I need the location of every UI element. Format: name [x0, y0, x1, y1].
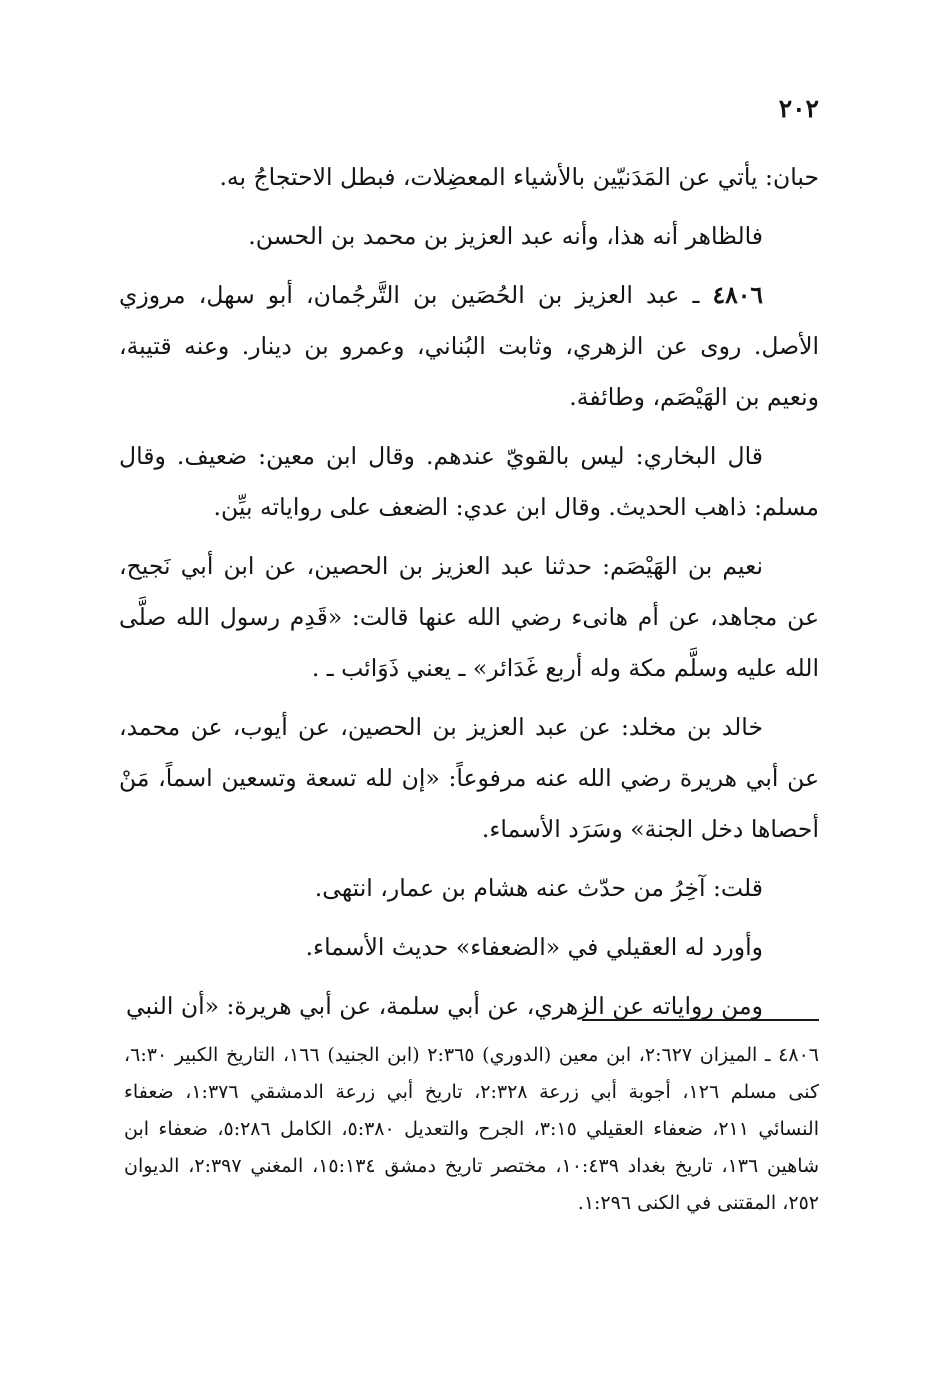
paragraph: نعيم بن الهَيْصَم: حدثنا عبد العزيز بن الحصين، عن ابن أبي نَجيح، عن مجاهد، عن أم هانىء رضي الله عنها قالت: «قَدِم رسول الله صلَّى الله عليه وسلَّم مكة وله أربع غَدَائر» ـ يعني ذَوَائب ـ . — [119, 552, 819, 682]
footnote-dash: ـ — [757, 1044, 779, 1066]
entry-text: روى عن الزهري، وثابت البُناني، وعمرو بن دينار. وعنه قتيبة، ونعيم بن الهَيْصَم، وطائفة. — [119, 332, 819, 411]
paragraph: حبان: يأتي عن المَدَنيّين بالأشياء المعضِلات، فبطل الاحتجاجُ به. — [219, 163, 819, 191]
paragraph: قال البخاري: ليس بالقويّ عندهم. وقال ابن معين: ضعيف. وقال مسلم: ذاهب الحديث. وقال ابن عدي: الضعف على رواياته بيِّن. — [119, 442, 819, 521]
footnote-number: ٤٨٠٦ — [778, 1044, 819, 1066]
paragraph: فالظاهر أنه هذا، وأنه عبد العزيز بن محمد بن الحسن. — [248, 222, 763, 250]
paragraph: قلت: آخِرُ من حدّث عنه هشام بن عمار، انتهى. — [314, 874, 763, 902]
footnote-text: الميزان ٢:٦٢٧، ابن معين (الدوري) ٢:٣٦٥ (ابن الجنيد) ١٦٦، التاريخ الكبير ٦:٣٠، كنى مسلم ١٢٦، أجوبة أبي زرعة ٢:٣٢٨، تاريخ أبي زرعة الدمشقي ١:٣٧٦، ضعفاء النسائي ٢١١، ضعفاء العقيلي ٣:١٥، الجرح والتعديل ٥:٣٨٠، الكامل ٥:٢٨٦، ضعفاء ابن شاهين ١٣٦، تاريخ بغداد ١٠:٤٣٩، مختصر تاريخ دمشق ١٥:١٣٤، المغني ٢:٣٩٧، الديوان ٢٥٢، المقتنى في الكنى ١:٢٩٦. — [124, 1044, 819, 1214]
main-text — [119, 152, 819, 1040]
entry-dash: ـ — [679, 281, 713, 309]
page-number: ٢٠٢ — [778, 94, 819, 123]
paragraph: خالد بن مخلد: عن عبد العزيز بن الحصين، عن أيوب، عن محمد، عن أبي هريرة رضي الله عنه مرفوعاً: «إن لله تسعة وتسعين اسماً، مَنْ أحصاها دخل الجنة» وسَرَد الأسماء. — [119, 713, 819, 843]
paragraph: ومن رواياته عن الزهري، عن أبي سلمة، عن أبي هريرة: «أن النبي — [125, 992, 763, 1020]
footnote-separator — [582, 1019, 819, 1021]
paragraph: وأورد له العقيلي في «الضعفاء» حديث الأسماء. — [305, 933, 763, 961]
footnote — [124, 1037, 819, 1222]
biography-entry — [119, 270, 819, 423]
entry-number: ٤٨٠٦ — [712, 281, 763, 309]
entry-heading: عبد العزيز بن الحُصَين بن التَّرجُمان، أبو سهل، مروزي الأصل. — [119, 281, 820, 360]
